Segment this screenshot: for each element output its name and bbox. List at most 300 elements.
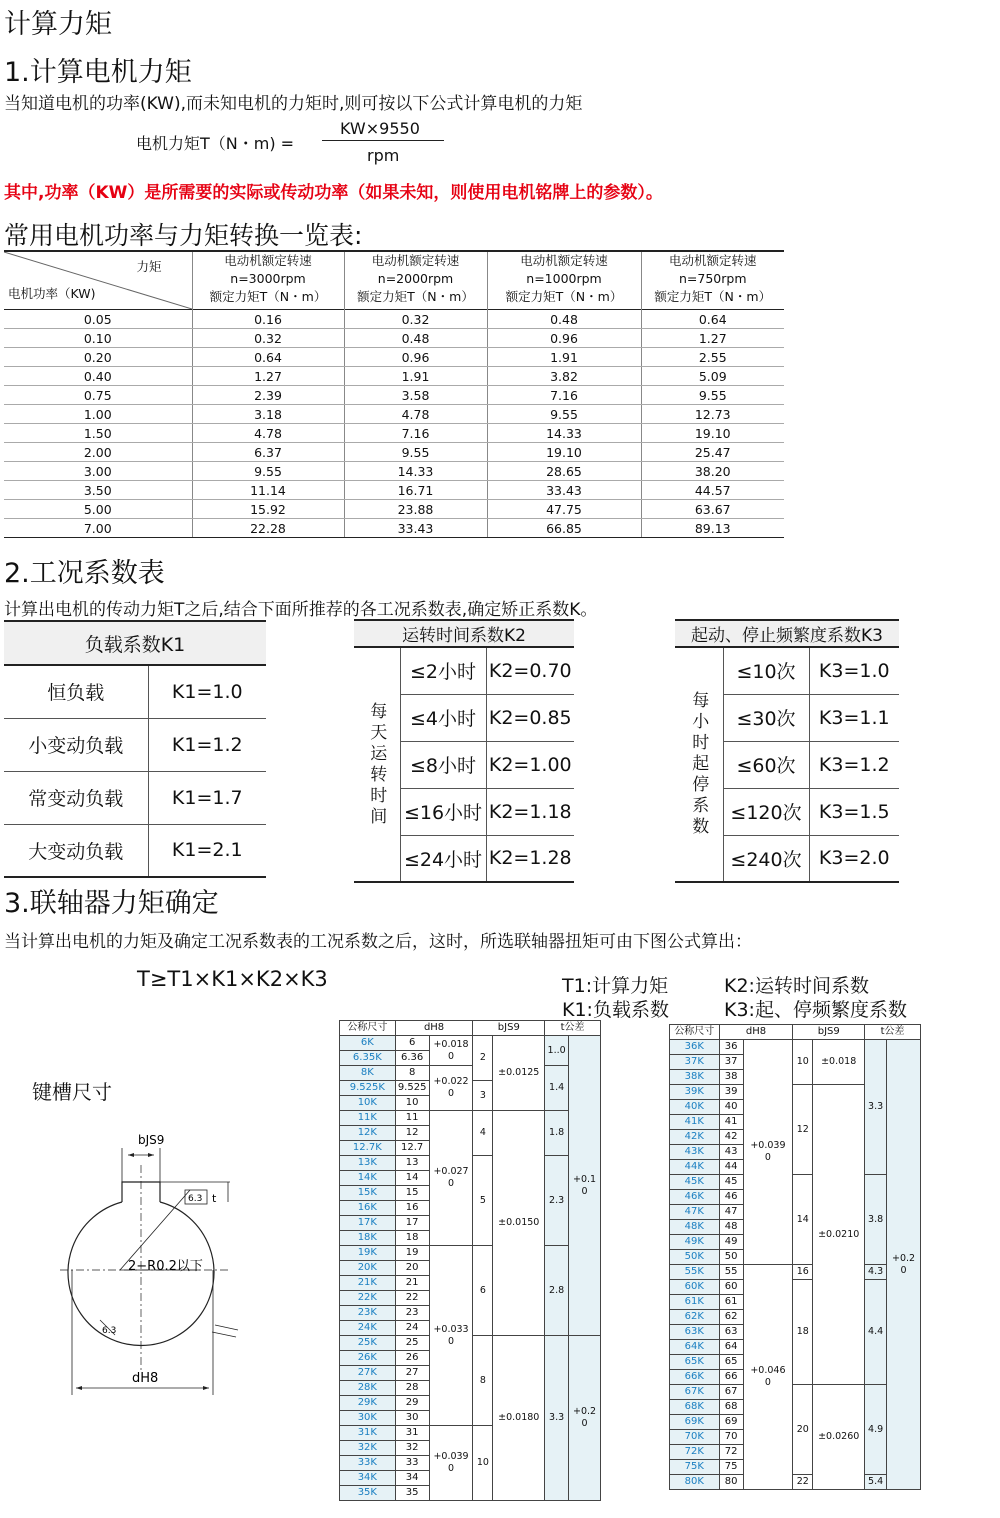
k2-row-value: K2=1.28 [486,835,574,882]
k3-row-label: ≤120次 [723,788,809,835]
diameter-cell: 10 [395,1096,429,1111]
torque-cell: 14.33 [487,424,641,443]
diameter-cell: 35 [395,1486,429,1501]
label-b: bJS9 [138,1133,165,1147]
d-tolerance-cell: +0.027 0 [429,1111,473,1246]
k3-row-label: ≤30次 [723,694,809,741]
nominal-size-cell: 27K [340,1366,396,1381]
b-tolerance-cell: ±0.018 [813,1040,865,1085]
label-radius: 2−R0.2以下 [128,1259,203,1274]
diameter-cell: 16 [395,1201,429,1216]
nominal-size-cell: 67K [670,1385,720,1400]
t-value-cell: 1..0 [545,1036,569,1066]
section1-heading: 1.计算电机力矩 [4,57,192,88]
keyway-row [340,1246,601,1261]
b-value-cell: 3 [473,1081,493,1111]
torque-cell: 11.14 [192,481,344,500]
torque-cell: 9.55 [192,462,344,481]
diameter-cell: 18 [395,1231,429,1246]
power-cell: 0.75 [4,386,192,405]
diameter-cell: 12.7 [395,1141,429,1156]
column-header-3000rpm: 电动机额定转速 n=3000rpm 额定力矩T（N・m） [192,251,344,310]
diameter-cell: 37 [719,1055,743,1070]
kl-header-bjs9: bJS9 [473,1021,545,1036]
torque-cell: 38.20 [641,462,784,481]
nominal-size-cell: 47K [670,1205,720,1220]
b-value-cell: 6 [473,1246,493,1336]
d-tolerance-cell: +0.022 0 [429,1066,473,1111]
torque-cell: 7.16 [344,424,487,443]
k1-row-value: K1=1.7 [148,771,266,824]
diameter-cell: 80 [719,1475,743,1490]
nominal-size-cell: 30K [340,1411,396,1426]
power-cell: 0.10 [4,329,192,348]
torque-cell: 89.13 [641,519,784,538]
torque-cell: 7.16 [487,386,641,405]
b-value-cell: 10 [473,1426,493,1501]
label-t: t [212,1192,217,1205]
nominal-size-cell: 68K [670,1400,720,1415]
torque-cell: 0.96 [487,329,641,348]
diameter-cell: 27 [395,1366,429,1381]
section1-intro: 当知道电机的功率(KW),而未知电机的力矩时,则可按以下公式计算电机的力矩 [4,94,583,114]
k3-row-value: K3=1.1 [809,694,899,741]
nominal-size-cell: 72K [670,1445,720,1460]
diameter-cell: 62 [719,1310,743,1325]
torque-cell: 44.57 [641,481,784,500]
nominal-size-cell: 33K [340,1456,396,1471]
nominal-size-cell: 37K [670,1055,720,1070]
diameter-cell: 69 [719,1415,743,1430]
diameter-cell: 39 [719,1085,743,1100]
power-cell: 3.00 [4,462,192,481]
torque-cell: 4.78 [344,405,487,424]
nominal-size-cell: 44K [670,1160,720,1175]
d-tolerance-cell: +0.033 0 [429,1246,473,1426]
keyway-row [670,1265,921,1280]
nominal-size-cell: 12.7K [340,1141,396,1156]
k2-row-label: ≤2小时 [400,647,486,694]
torque-cell: 19.10 [641,424,784,443]
torque-cell: 0.32 [344,310,487,329]
b-value-cell: 16 [793,1265,813,1280]
torque-cell: 0.48 [487,310,641,329]
power-cell: 1.00 [4,405,192,424]
torque-cell: 15.92 [192,500,344,519]
keyway-table-right [669,1024,921,1490]
nominal-size-cell: 10K [340,1096,396,1111]
nominal-size-cell: 36K [670,1040,720,1055]
diameter-cell: 17 [395,1216,429,1231]
b-value-cell: 2 [473,1036,493,1081]
t-value-cell: 2.8 [545,1246,569,1336]
diameter-cell: 26 [395,1351,429,1366]
torque-cell: 14.33 [344,462,487,481]
keyway-drawing [40,1120,260,1410]
torque-row [4,500,784,519]
diameter-cell: 40 [719,1100,743,1115]
torque-row [4,348,784,367]
k1-row-value: K1=1.0 [148,665,266,718]
torque-cell: 28.65 [487,462,641,481]
torque-cell: 9.55 [641,386,784,405]
diameter-cell: 15 [395,1186,429,1201]
torque-cell: 1.91 [344,367,487,386]
b-tolerance-cell: ±0.0210 [813,1085,865,1385]
diameter-cell: 6.36 [395,1051,429,1066]
t-value-cell: 3.8 [865,1175,887,1265]
k1-row-value: K1=1.2 [148,718,266,771]
t-tolerance-cell: +0.2 0 [887,1040,921,1490]
nominal-size-cell: 8K [340,1066,396,1081]
k1-caption: 负载系数K1 [4,621,266,665]
torque-cell: 0.96 [344,348,487,367]
keyway-row [670,1175,921,1190]
diameter-cell: 31 [395,1426,429,1441]
torque-row [4,443,784,462]
diameter-cell: 21 [395,1276,429,1291]
nominal-size-cell: 25K [340,1336,396,1351]
diameter-cell: 32 [395,1441,429,1456]
diameter-cell: 65 [719,1355,743,1370]
t-value-cell: 4.4 [865,1280,887,1385]
torque-cell: 6.37 [192,443,344,462]
nominal-size-cell: 9.525K [340,1081,396,1096]
nominal-size-cell: 17K [340,1216,396,1231]
diameter-cell: 20 [395,1261,429,1276]
k2-row-label: ≤24小时 [400,835,486,882]
b-tolerance-cell: ±0.0260 [813,1385,865,1490]
torque-cell: 66.85 [487,519,641,538]
diameter-cell: 43 [719,1145,743,1160]
nominal-size-cell: 43K [670,1145,720,1160]
corner-power-label: 电机功率（KW) [8,286,96,301]
legend-k1: K1:负载系数 [562,999,669,1021]
torque-cell: 22.28 [192,519,344,538]
torque-cell: 1.27 [641,329,784,348]
t-value-cell: 4.3 [865,1265,887,1280]
nominal-size-cell: 38K [670,1070,720,1085]
t-value-cell: 4.9 [865,1385,887,1475]
b-value-cell: 18 [793,1280,813,1385]
diameter-cell: 34 [395,1471,429,1486]
b-value-cell: 22 [793,1475,813,1490]
section3-heading: 3.联轴器力矩确定 [4,888,219,919]
diameter-cell: 49 [719,1235,743,1250]
formula-left: 电机力矩T（N・m) = [136,134,295,153]
keyway-row [670,1040,921,1055]
nominal-size-cell: 16K [340,1201,396,1216]
t-value-cell: 5.4 [865,1475,887,1490]
nominal-size-cell: 66K [670,1370,720,1385]
nominal-size-cell: 32K [340,1441,396,1456]
k3-row-value: K3=1.0 [809,647,899,694]
keyway-row [340,1066,601,1081]
diameter-cell: 63 [719,1325,743,1340]
power-cell: 5.00 [4,500,192,519]
torque-cell: 16.71 [344,481,487,500]
nominal-size-cell: 39K [670,1085,720,1100]
nominal-size-cell: 29K [340,1396,396,1411]
k2-runtime-factor-table [354,619,574,883]
diameter-cell: 8 [395,1066,429,1081]
d-tolerance-cell: +0.046 0 [743,1265,793,1490]
diameter-cell: 44 [719,1160,743,1175]
diameter-cell: 22 [395,1291,429,1306]
kr-header-dh8: dH8 [719,1025,793,1040]
torque-row [4,481,784,500]
torque-row [4,405,784,424]
section3-intro: 当计算出电机的力矩及确定工况系数表的工况系数之后，这时，所选联轴器扭矩可由下图公式算出： [4,932,752,952]
nominal-size-cell: 49K [670,1235,720,1250]
k2-row-value: K2=0.70 [486,647,574,694]
keyway-row [670,1280,921,1295]
kl-header-dh8: dH8 [395,1021,473,1036]
nominal-size-cell: 40K [670,1100,720,1115]
nominal-size-cell: 26K [340,1351,396,1366]
nominal-size-cell: 48K [670,1220,720,1235]
k1-row-value: K1=2.1 [148,824,266,877]
diameter-cell: 60 [719,1280,743,1295]
k2-row-value: K2=1.00 [486,741,574,788]
power-cell: 3.50 [4,481,192,500]
diameter-cell: 30 [395,1411,429,1426]
torque-cell: 63.67 [641,500,784,519]
nominal-size-cell: 65K [670,1355,720,1370]
torque-cell: 47.75 [487,500,641,519]
k1-row-label: 大变动负载 [4,824,148,877]
diameter-cell: 72 [719,1445,743,1460]
k3-row-label: ≤10次 [723,647,809,694]
nominal-size-cell: 50K [670,1250,720,1265]
kr-header-t: t公差 [865,1025,921,1040]
k3-caption: 起动、停止频繁度系数K3 [675,620,899,647]
b-value-cell: 4 [473,1111,493,1156]
nominal-size-cell: 6K [340,1036,396,1051]
column-header-2000rpm: 电动机额定转速 n=2000rpm 额定力矩T（N・m） [344,251,487,310]
corner-torque-label: 力矩 [136,259,162,274]
t-value-cell: 3.3 [865,1040,887,1175]
nominal-size-cell: 19K [340,1246,396,1261]
diameter-cell: 68 [719,1400,743,1415]
nominal-size-cell: 20K [340,1261,396,1276]
power-cell: 1.50 [4,424,192,443]
column-header-750rpm: 电动机额定转速 n=750rpm 额定力矩T（N・m） [641,251,784,310]
nominal-size-cell: 61K [670,1295,720,1310]
k3-row-label: ≤60次 [723,741,809,788]
diameter-cell: 25 [395,1336,429,1351]
k2-caption: 运转时间系数K2 [354,620,574,647]
torque-cell: 3.18 [192,405,344,424]
k2-side-label: 每天运转时间 [354,647,400,882]
torque-cell: 12.73 [641,405,784,424]
torque-cell: 0.32 [192,329,344,348]
b-value-cell: 12 [793,1085,813,1175]
k2-row-label: ≤8小时 [400,741,486,788]
diameter-cell: 29 [395,1396,429,1411]
torque-row [4,519,784,538]
k3-row-value: K3=2.0 [809,835,899,882]
legend-t1: T1:计算力矩 [562,975,669,997]
torque-cell: 0.16 [192,310,344,329]
diagonal-header-cell [4,251,192,310]
d-tolerance-cell: +0.018 0 [429,1036,473,1066]
t-tolerance-cell: +0.1 0 [569,1036,601,1336]
nominal-size-cell: 24K [340,1321,396,1336]
diameter-cell: 33 [395,1456,429,1471]
d-tolerance-cell: +0.039 0 [743,1040,793,1265]
diameter-cell: 61 [719,1295,743,1310]
b-tolerance-cell: ±0.0180 [493,1336,545,1501]
nominal-size-cell: 42K [670,1130,720,1145]
power-cell: 7.00 [4,519,192,538]
power-cell: 0.40 [4,367,192,386]
diameter-cell: 11 [395,1111,429,1126]
diameter-cell: 66 [719,1370,743,1385]
k3-row-label: ≤240次 [723,835,809,882]
torque-cell: 1.91 [487,348,641,367]
nominal-size-cell: 60K [670,1280,720,1295]
k3-row-value: K3=1.5 [809,788,899,835]
t-value-cell: 2.3 [545,1156,569,1246]
kl-header-t: t公差 [545,1021,601,1036]
column-header-1000rpm: 电动机额定转速 n=1000rpm 额定力矩T（N・m） [487,251,641,310]
torque-row [4,310,784,329]
power-note: 其中,功率（KW）是所需要的实际或传动功率（如果未知，则使用电机铭牌上的参数）。 [4,183,663,203]
diameter-cell: 41 [719,1115,743,1130]
nominal-size-cell: 13K [340,1156,396,1171]
diameter-cell: 28 [395,1381,429,1396]
nominal-size-cell: 28K [340,1381,396,1396]
nominal-size-cell: 80K [670,1475,720,1490]
power-cell: 2.00 [4,443,192,462]
nominal-size-cell: 75K [670,1460,720,1475]
keyway-row [340,1111,601,1126]
b-value-cell: 8 [473,1336,493,1426]
section2-intro: 计算出电机的传动力矩T之后,结合下面所推荐的各工况系数表,确定矫正系数K。 [4,600,598,620]
kl-header-nominal: 公称尺寸 [340,1021,396,1036]
nominal-size-cell: 46K [670,1190,720,1205]
label-roughness-63-b: 6.3 [102,1326,117,1336]
torque-cell: 2.55 [641,348,784,367]
keyway-row [670,1475,921,1490]
nominal-size-cell: 11K [340,1111,396,1126]
diameter-cell: 67 [719,1385,743,1400]
torque-cell: 23.88 [344,500,487,519]
k3-side-label: 每小时起停系数 [675,647,723,882]
torque-row [4,386,784,405]
kr-header-nominal: 公称尺寸 [670,1025,720,1040]
diameter-cell: 42 [719,1130,743,1145]
nominal-size-cell: 41K [670,1115,720,1130]
torque-cell: 4.78 [192,424,344,443]
keyway-row [340,1036,601,1051]
torque-row [4,367,784,386]
power-cell: 0.20 [4,348,192,367]
torque-cell: 33.43 [487,481,641,500]
nominal-size-cell: 35K [340,1486,396,1501]
diameter-cell: 14 [395,1171,429,1186]
legend-k3: K3:起、停频繁度系数 [724,999,907,1021]
diameter-cell: 50 [719,1250,743,1265]
b-tolerance-cell: ±0.0150 [493,1111,545,1336]
diameter-cell: 24 [395,1321,429,1336]
k2-row-value: K2=0.85 [486,694,574,741]
kr-header-bjs9: bJS9 [793,1025,865,1040]
t-value-cell: 1.8 [545,1111,569,1156]
b-value-cell: 20 [793,1385,813,1475]
torque-cell: 19.10 [487,443,641,462]
nominal-size-cell: 69K [670,1415,720,1430]
torque-cell: 25.47 [641,443,784,462]
formula-numerator: KW×9550 [340,119,420,138]
keyway-title: 键槽尺寸 [32,1080,112,1104]
nominal-size-cell: 34K [340,1471,396,1486]
nominal-size-cell: 23K [340,1306,396,1321]
formula-denominator: rpm [367,146,400,165]
k1-load-factor-table [4,620,266,878]
b-value-cell: 14 [793,1175,813,1265]
b-tolerance-cell: ±0.0125 [493,1036,545,1111]
nominal-size-cell: 6.35K [340,1051,396,1066]
power-cell: 0.05 [4,310,192,329]
keyway-row [670,1385,921,1400]
diameter-cell: 70 [719,1430,743,1445]
diameter-cell: 13 [395,1156,429,1171]
diameter-cell: 19 [395,1246,429,1261]
k3-row-value: K3=1.2 [809,741,899,788]
t-value-cell: 1.4 [545,1066,569,1111]
torque-cell: 9.55 [487,405,641,424]
nominal-size-cell: 64K [670,1340,720,1355]
legend-k2: K2:运转时间系数 [724,975,869,997]
torque-cell: 2.39 [192,386,344,405]
nominal-size-cell: 14K [340,1171,396,1186]
label-d: dH8 [132,1371,159,1386]
torque-cell: 5.09 [641,367,784,386]
diameter-cell: 48 [719,1220,743,1235]
nominal-size-cell: 63K [670,1325,720,1340]
section2-heading: 2.工况系数表 [4,558,165,589]
diameter-cell: 38 [719,1070,743,1085]
torque-cell: 3.58 [344,386,487,405]
nominal-size-cell: 62K [670,1310,720,1325]
k1-row-label: 恒负载 [4,665,148,718]
torque-cell: 0.64 [192,348,344,367]
nominal-size-cell: 12K [340,1126,396,1141]
torque-cell: 0.64 [641,310,784,329]
torque-cell: 3.82 [487,367,641,386]
torque-row [4,462,784,481]
d-tolerance-cell: +0.039 0 [429,1426,473,1501]
torque-conversion-table [4,250,784,538]
torque-row [4,424,784,443]
nominal-size-cell: 22K [340,1291,396,1306]
diameter-cell: 75 [719,1460,743,1475]
nominal-size-cell: 31K [340,1426,396,1441]
keyway-table-left [339,1020,601,1501]
b-value-cell: 10 [793,1040,813,1085]
k3-start-stop-factor-table [675,619,899,883]
k1-row-label: 常变动负载 [4,771,148,824]
torque-cell: 1.27 [192,367,344,386]
diameter-cell: 6 [395,1036,429,1051]
nominal-size-cell: 45K [670,1175,720,1190]
k2-row-label: ≤4小时 [400,694,486,741]
k1-row-label: 小变动负载 [4,718,148,771]
diameter-cell: 47 [719,1205,743,1220]
diameter-cell: 55 [719,1265,743,1280]
